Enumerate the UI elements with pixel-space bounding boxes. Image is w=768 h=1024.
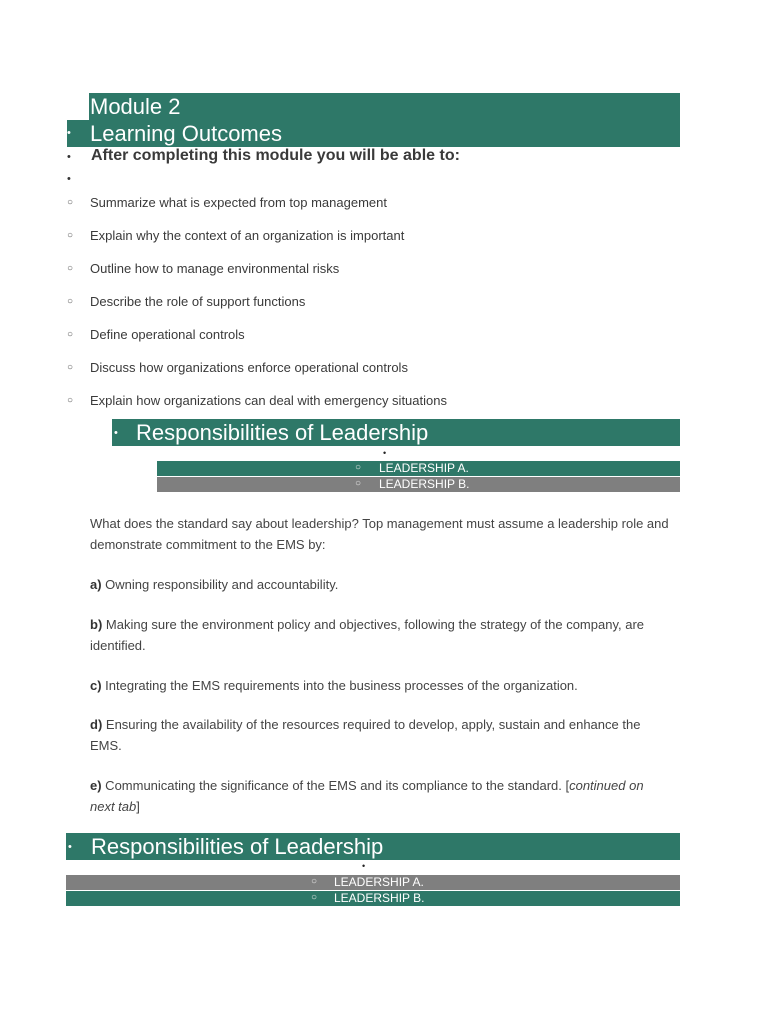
circle-bullet-icon: ○ <box>67 197 74 208</box>
circle-bullet-icon: ○ <box>311 892 318 903</box>
bullet-icon: • <box>67 173 71 185</box>
circle-bullet-icon: ○ <box>67 263 74 274</box>
tab-leadership-b[interactable] <box>66 891 680 906</box>
item-tail: ] <box>136 799 140 814</box>
item-c <box>90 675 670 696</box>
module-title: Module 2 <box>90 94 181 119</box>
tab-label: LEADERSHIP A. <box>334 875 424 889</box>
intro-text: After completing this module you will be able to: <box>91 147 460 164</box>
outcome-item: Define operational controls <box>90 327 245 342</box>
tab-leadership-a[interactable] <box>66 875 680 890</box>
bullet-icon: • <box>67 127 71 139</box>
item-text: Ensuring the availability of the resources required to develop, apply, sustain and enhance the EMS. <box>90 717 641 753</box>
item-d <box>90 714 670 756</box>
circle-bullet-icon: ○ <box>355 478 362 489</box>
section-title: Responsibilities of Leadership <box>91 834 384 859</box>
item-text: Communicating the significance of the EMS and its compliance to the standard. [ <box>101 778 570 793</box>
item-text: Integrating the EMS requirements into the business processes of the organization. <box>101 678 578 693</box>
bullet-icon: • <box>362 861 366 871</box>
item-label: a) <box>90 577 102 592</box>
circle-bullet-icon: ○ <box>67 395 74 406</box>
bullet-icon: • <box>68 841 72 853</box>
learning-outcomes-heading: Learning Outcomes <box>90 121 282 146</box>
circle-bullet-icon: ○ <box>67 329 74 340</box>
item-label: b) <box>90 617 103 632</box>
item-text: Making sure the environment policy and objectives, following the strategy of the company, are identified. <box>90 617 644 653</box>
item-label: c) <box>90 678 102 693</box>
lead-paragraph: What does the standard say about leadership? Top management must assume a leadership role and demonstrate commitment to the EMS by: <box>90 516 669 552</box>
item-label: e) <box>90 778 102 793</box>
item-italic: continued on next tab <box>90 778 644 814</box>
item-b <box>90 614 670 656</box>
outcome-item: Describe the role of support functions <box>90 294 306 309</box>
tab-label: LEADERSHIP B. <box>334 891 425 905</box>
outcome-item: Discuss how organizations enforce operational controls <box>90 360 408 375</box>
circle-bullet-icon: ○ <box>355 462 362 473</box>
bullet-icon: • <box>383 448 387 458</box>
circle-bullet-icon: ○ <box>311 876 318 887</box>
circle-bullet-icon: ○ <box>67 230 74 241</box>
outcome-item: Summarize what is expected from top management <box>90 195 387 210</box>
bullet-icon: • <box>67 151 71 163</box>
tab-label: LEADERSHIP A. <box>379 461 469 475</box>
tab-leadership-b[interactable] <box>157 477 680 492</box>
item-e <box>90 775 670 817</box>
item-label: d) <box>90 717 103 732</box>
outcome-item: Explain why the context of an organization is important <box>90 228 405 243</box>
item-a <box>90 574 670 595</box>
item-text: Owning responsibility and accountability. <box>101 577 339 592</box>
circle-bullet-icon: ○ <box>67 362 74 373</box>
outcome-item: Explain how organizations can deal with emergency situations <box>90 393 447 408</box>
section-title: Responsibilities of Leadership <box>136 420 429 445</box>
tab-leadership-a[interactable] <box>157 461 680 476</box>
circle-bullet-icon: ○ <box>67 296 74 307</box>
outcome-item: Outline how to manage environmental risks <box>90 261 340 276</box>
tab-label: LEADERSHIP B. <box>379 477 470 491</box>
bullet-icon: • <box>114 427 118 439</box>
